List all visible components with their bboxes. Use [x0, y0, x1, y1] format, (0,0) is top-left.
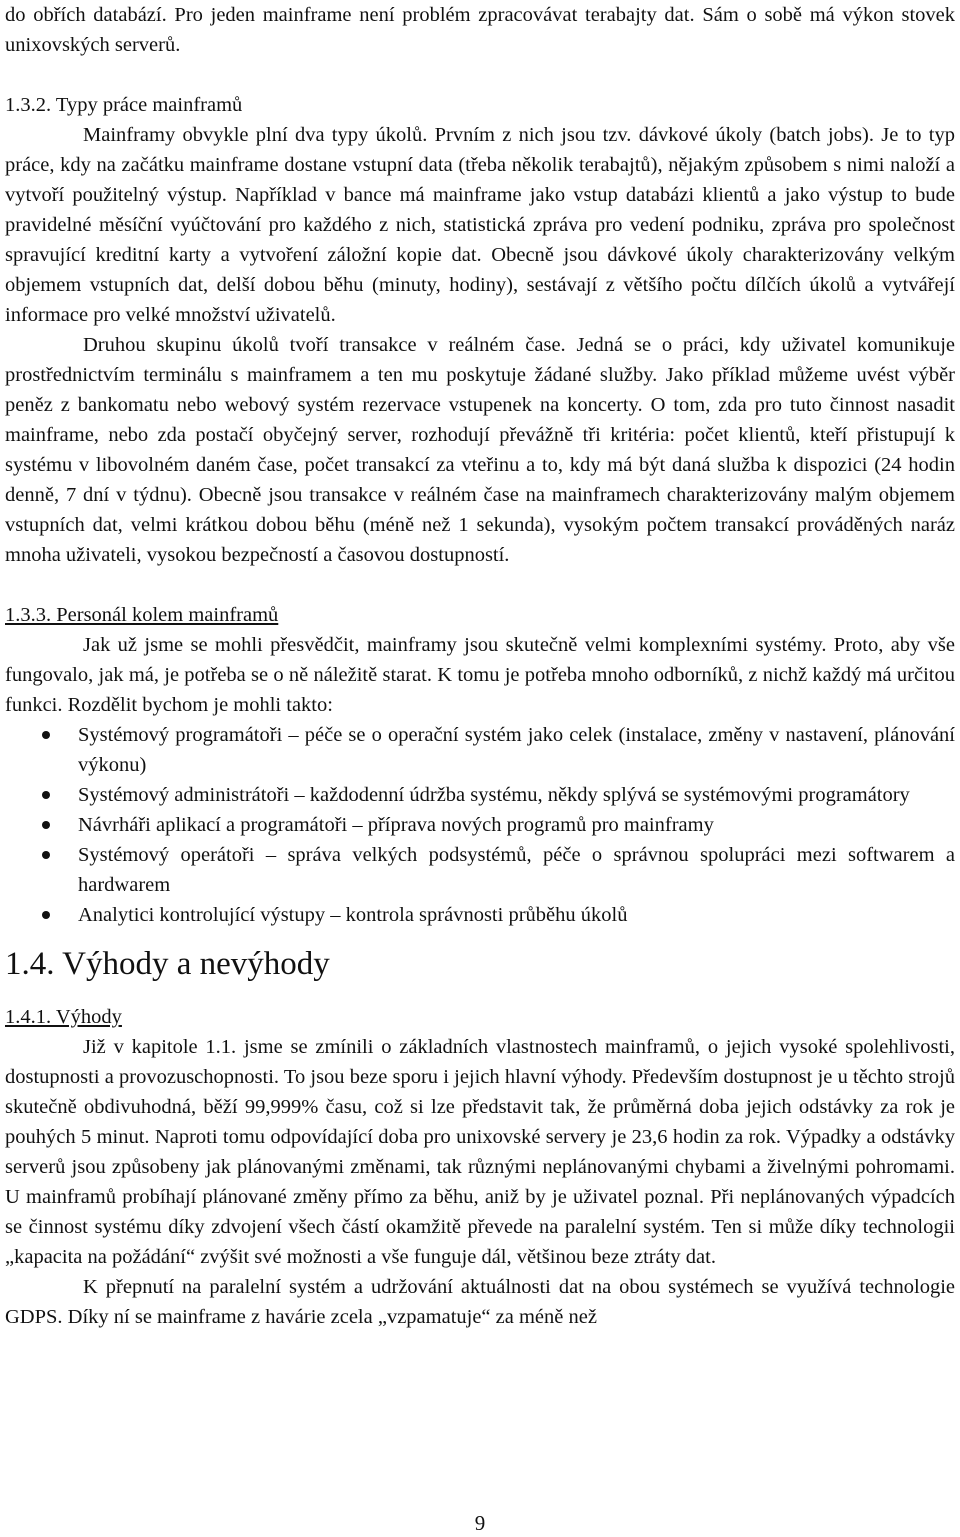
list-item-text: Systémový operátoři – správa velkých podsystémů, péče o správnou spolupráci mezi softwarem a hardwarem	[78, 844, 955, 896]
bullet-icon	[42, 851, 50, 859]
spacer	[5, 60, 955, 90]
list-item-text: Systémový administrátoři – každodenní údržba systému, někdy splývá se systémovými programátory	[78, 784, 910, 806]
paragraph-personnel: Jak už jsme se mohli přesvědčit, mainframy jsou skutečně velmi komplexními systémy. Proto, aby vše fungovalo, jak má, je potřeba se o ně náležitě starat. K tomu je potřeba mnoho odborníků, z nichž každý má určitou funkci. Rozdělit bychom je mohli takto:	[5, 634, 955, 716]
list-item	[5, 810, 955, 840]
paragraph-transactions: Druhou skupinu úkolů tvoří transakce v reálném čase. Jedná se o práci, kdy uživatel komunikuje prostřednictvím terminálu s mainframem a ten mu poskytuje žádané služby. Jako příklad můžeme uvést výběr peněz z bankomatu nebo webový systém rezervace vstupenek na koncerty. O tom, zda pro tuto činnost nasadit mainframe, nebo zda postačí obyčejný server, rozhodují převážně tři kritéria: počet klientů, kteří přistupují k systému v libovolném daném čase, počet transakcí za vteřinu a to, kdy má být daná služba k dispozici (24 hodin denně, 7 dní v týdnu). Obecně jsou transakce v reálném čase na mainframech charakterizovány malým objemem vstupních dat, velmi krátkou dobou běhu (méně než 1 sekunda), vysokým počtem transakcí prováděných naráz mnoha uživateli, vysokou bezpečností a časovou dostupností.	[5, 334, 955, 566]
list-item-text: Analytici kontrolující výstupy – kontrola správnosti průběhu úkolů	[78, 904, 628, 926]
bullet-icon	[42, 791, 50, 799]
bullet-icon	[42, 821, 50, 829]
personnel-list	[5, 720, 955, 930]
paragraph-batch-jobs: Mainframy obvykle plní dva typy úkolů. Prvním z nich jsou tzv. dávkové úkoly (batch jobs). Je to typ práce, kdy na začátku mainframe dostane vstupní data (třeba několik terabajtů), nějakým způsobem s nimi naloží a vytvoří použitelný výstup. Například v bance má mainframe jako vstup databázi klientů a jako výstup to bude pravidelné měsíční vyúčtování pro každého z nich, statistická zpráva pro vedení podniku, zpráva pro společnost spravující kreditní karty a vytvoření záložní kopie dat. Obecně jsou dávkové úkoly charakterizovány velkým objemem vstupních dat, delší dobou běhu (minuty, hodiny), sestávají z většího počtu dílčích úkolů a vytvářejí informace pro velké množství uživatelů.	[5, 124, 955, 326]
list-item	[5, 900, 955, 930]
paragraph-gdps: K přepnutí na paralelní systém a udržování aktuálnosti dat na obou systémech se využívá technologie GDPS. Díky ní se mainframe z havárie zcela „vzpamatuje“ za méně než	[5, 1276, 955, 1328]
intro-paragraph: do obřích databází. Pro jeden mainframe není problém zpracovávat terabajty dat. Sám o sobě má výkon stovek unixovských serverů.	[5, 4, 955, 56]
bullet-icon	[42, 911, 50, 919]
section-heading-1-4: 1.4. Výhody a nevýhody	[5, 946, 330, 982]
document-page	[5, 0, 955, 1332]
section-heading-1-4-1: 1.4.1. Výhody	[5, 1006, 122, 1028]
paragraph-advantages: Již v kapitole 1.1. jsme se zmínili o základních vlastnostech mainframů, o jejich vysoké spolehlivosti, dostupnosti a provozuschopnosti. To jsou beze sporu i jejich hlavní výhody. Především dostupnost je u těchto strojů skutečně obdivuhodná, běží 99,999% času, což si lze představit tak, že průměrná doba jejich odstávky za rok je pouhých 5 minut. Naproti tomu odpovídající doba pro unixovské servery je 23,6 hodin za rok. Výpadky a odstávky serverů jsou způsobeny jak plánovanými změnami, tak různými neplánovanými chybami a živelnými pohromami. U mainframů probíhají plánované změny přímo za běhu, aniž by je uživatel poznal. Při neplánovaných výpadcích se činnost systému díky zdvojení všech částí okamžitě převede na paralelní systém. Ten si může díky technologii „kapacita na požádání“ zvýšit své možnosti a vše funguje dál, většinou beze ztráty dat.	[5, 1036, 955, 1268]
bullet-icon	[42, 731, 50, 739]
list-item	[5, 720, 955, 780]
list-item	[5, 840, 955, 900]
list-item-text: Návrháři aplikací a programátoři – příprava nových programů pro mainframy	[78, 814, 714, 836]
section-heading-1-3-2: 1.3.2. Typy práce mainframů	[5, 94, 243, 116]
list-item	[5, 780, 955, 810]
section-heading-1-3-3: 1.3.3. Personál kolem mainframů	[5, 604, 279, 626]
list-item-text: Systémový programátoři – péče se o operační systém jako celek (instalace, změny v nastavení, plánování výkonu)	[78, 724, 955, 776]
spacer	[5, 570, 955, 600]
page-number: 9	[474, 1511, 486, 1535]
